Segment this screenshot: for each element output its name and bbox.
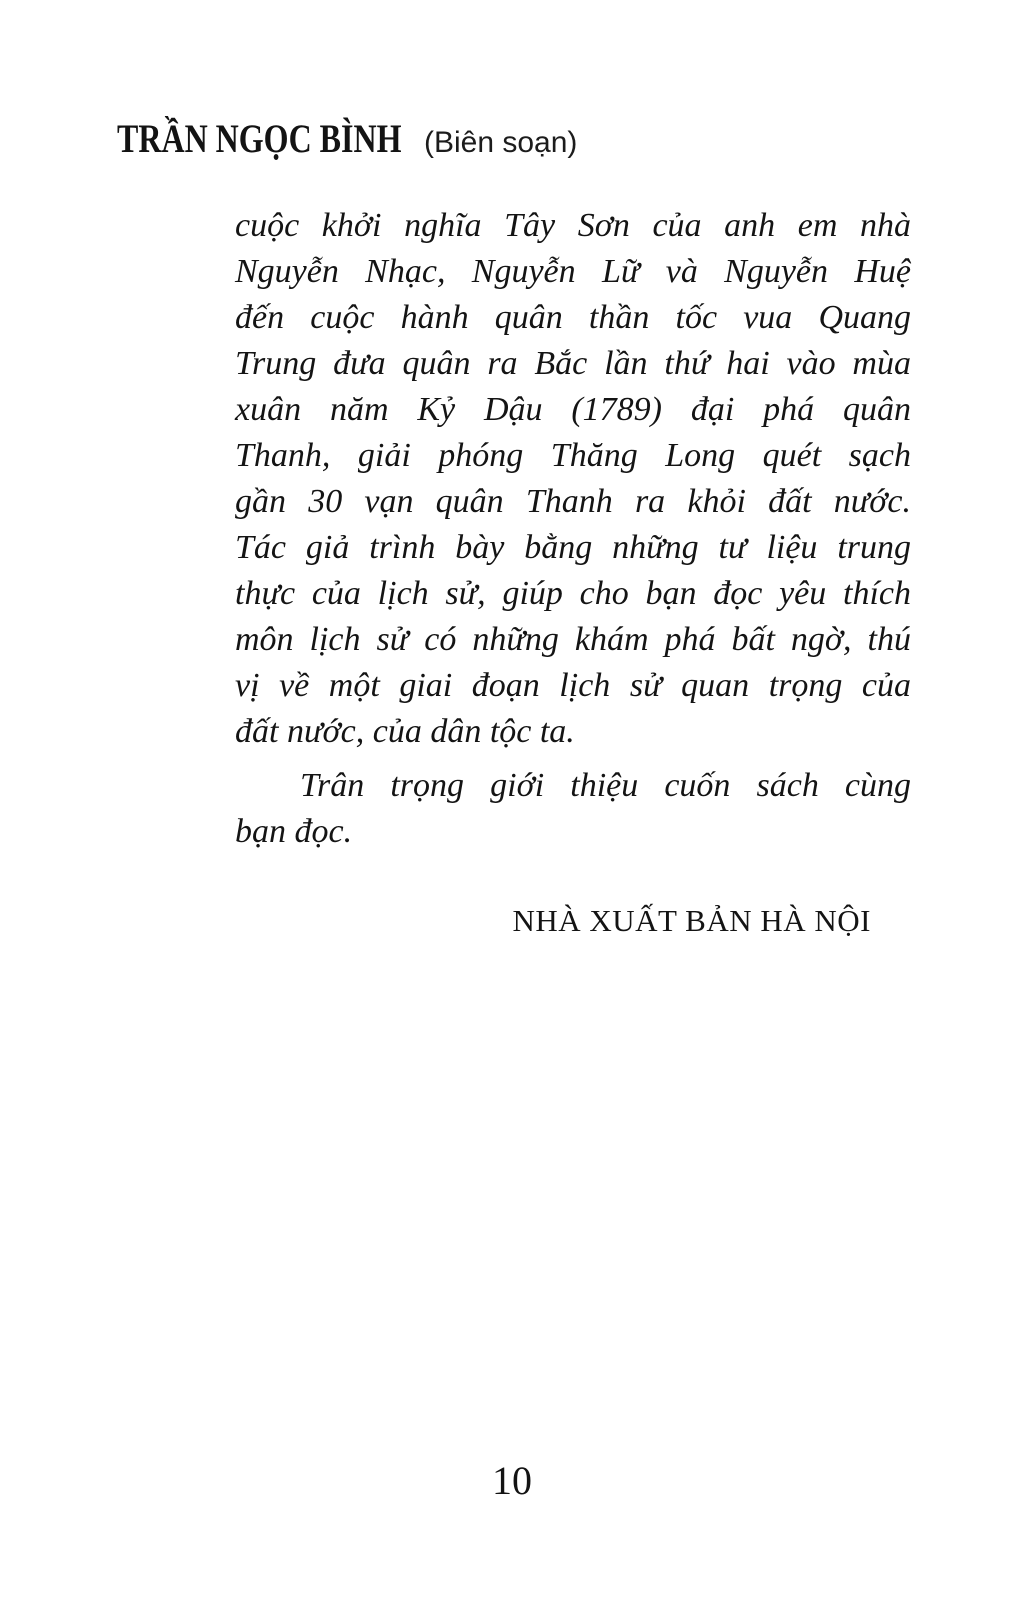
text-line: đất nước, của dân tộc ta. <box>235 713 575 750</box>
text-line: môn lịch sử có những khám phá bất ngờ, thú <box>235 621 911 658</box>
text-line: xuân năm Kỷ Dậu (1789) đại phá quân <box>235 391 911 428</box>
text-line: Trung đưa quân ra Bắc lần thứ hai vào mùa <box>235 345 911 382</box>
paragraph-1 <box>235 203 911 755</box>
text-line: thực của lịch sử, giúp cho bạn đọc yêu thích <box>235 575 911 612</box>
author-role: (Biên soạn) <box>424 126 578 159</box>
text-line: Trân trọng giới thiệu cuốn sách cùng <box>300 767 911 804</box>
page-number: 10 <box>492 1458 532 1503</box>
author-name: TRẦN NGỌC BÌNH <box>117 116 402 161</box>
body-text <box>235 203 911 939</box>
text-line: cuộc khởi nghĩa Tây Sơn của anh em nhà <box>235 207 911 244</box>
text-line: Nguyễn Nhạc, Nguyễn Lữ và Nguyễn Huệ <box>235 253 911 290</box>
text-line: Tác giả trình bày bằng những tư liệu trung <box>235 529 911 566</box>
text-line: bạn đọc. <box>235 813 353 850</box>
page-header <box>0 0 1024 180</box>
text-line: Thanh, giải phóng Thăng Long quét sạch <box>235 437 911 474</box>
page-footer <box>0 1457 1024 1504</box>
publisher-line: NHÀ XUẤT BẢN HÀ NỘI <box>512 903 871 938</box>
paragraph-2 <box>235 763 911 855</box>
text-line: vị về một giai đoạn lịch sử quan trọng của <box>235 667 911 704</box>
text-line: gần 30 vạn quân Thanh ra khỏi đất nước. <box>235 483 911 520</box>
text-line: đến cuộc hành quân thần tốc vua Quang <box>235 299 911 336</box>
